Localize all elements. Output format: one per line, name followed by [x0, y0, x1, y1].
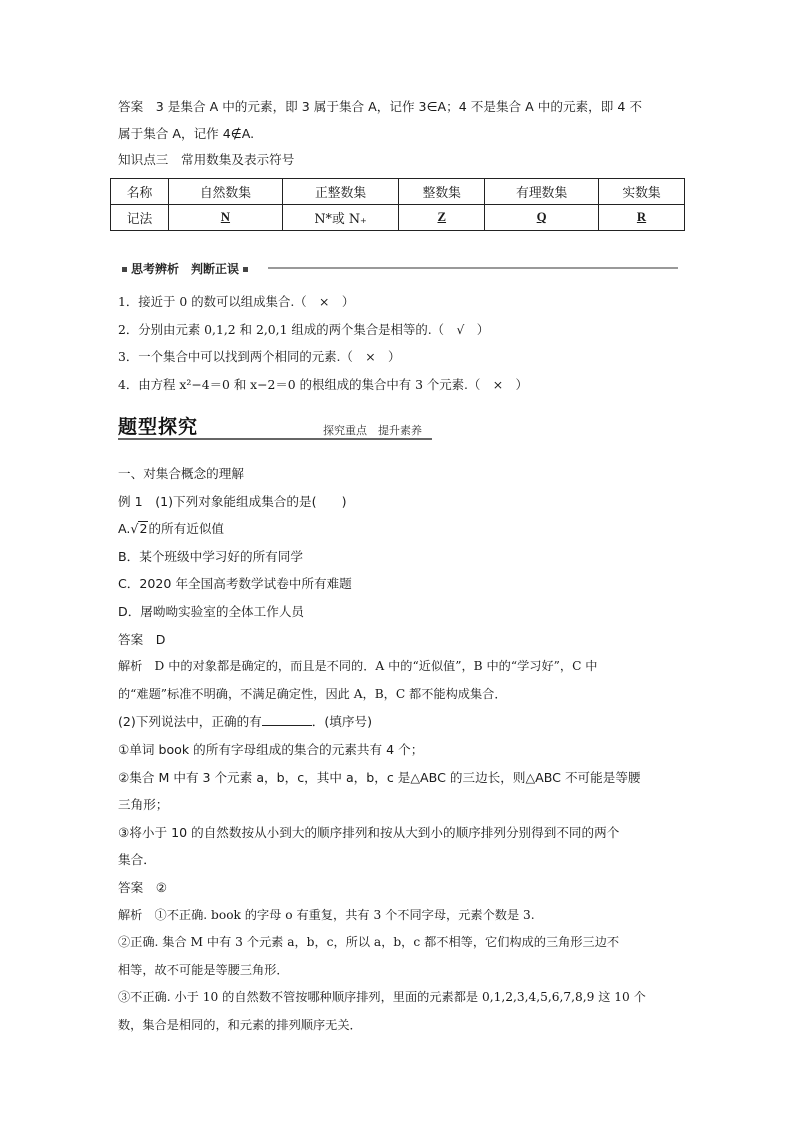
knowledge-point-3-title: 知识点三 常用数集及表示符号 — [118, 152, 295, 167]
statement-1: ①单词 book 的所有字母组成的集合的元素共有 4 个； — [118, 741, 424, 757]
table-header-cell: 正整数集 — [282, 179, 399, 205]
banner-tag: 探究重点 提升素养 — [323, 424, 422, 437]
table-header-cell: 实数集 — [599, 179, 685, 205]
analysis-line: ②正确. 集合 M 中有 3 个元素 a，b，c，所以 a，b，c 都不相等，它们构成的三角形三边不 — [118, 935, 620, 950]
analysis-line: 相等，故不可能是等腰三角形． — [118, 962, 289, 977]
symbol-real: R — [599, 205, 685, 231]
option-b: B．某个班级中学习好的所有同学 — [118, 548, 303, 564]
section-banner — [118, 412, 438, 442]
analysis-line: 解析 D 中的对象都是确定的，而且是不同的．A 中的“近似值”，B 中的“学习好”，C 中 — [118, 659, 598, 674]
think-section-divider — [118, 260, 678, 276]
analysis-line: 解析 ①不正确. book 的字母 o 有重复，共有 3 个不同字母，元素个数是 3. — [118, 907, 535, 922]
statement-2-cont: 三角形； — [118, 797, 169, 813]
statement-2: ②集合 M 中有 3 个元素 a，b，c，其中 a，b，c 是△ABC 的三边长，则△ABC 不可能是等腰 — [118, 769, 641, 785]
answer-line-2: 属于集合 A，记作 4∉A. — [118, 125, 255, 141]
symbol-positive-integer: N*或 N₊ — [282, 205, 399, 231]
banner-title: 题型探究 — [118, 416, 199, 438]
list-item: 2．分别由元素 0,1,2 和 2,0,1 组成的两个集合是相等的.（ √ ） — [118, 321, 490, 337]
example-stem: 例 1 (1)下列对象能组成集合的是( ) — [118, 493, 347, 509]
table-header-cell: 整数集 — [399, 179, 485, 205]
option-a: A.√2的所有近似值 — [118, 521, 225, 537]
table-row — [111, 205, 685, 231]
judge-list — [118, 288, 528, 398]
number-sets-table — [110, 178, 685, 231]
table-header-cell: 有理数集 — [485, 179, 599, 205]
question-2 — [118, 708, 683, 736]
analysis-line: 的“难题”标准不明确，不满足确定性，因此 A，B，C 都不能构成集合． — [118, 686, 507, 701]
symbol-natural: N — [169, 205, 283, 231]
answer-line-1: 答案 3 是集合 A 中的元素，即 3 属于集合 A，记作 3∈A；4 不是集合 A 中的元素，即 4 不 — [118, 99, 642, 114]
list-item: 4．由方程 x²−4＝0 和 x−2＝0 的根组成的集合中有 3 个元素.（ × ） — [118, 376, 528, 392]
option-c: C．2020 年全国高考数学试卷中所有难题 — [118, 576, 352, 592]
think-section-label: 思考辨析 判断正误 — [131, 262, 240, 276]
square-bullet-icon — [122, 267, 127, 272]
table-header-cell: 名称 — [111, 179, 169, 205]
answer-block — [118, 94, 678, 174]
answer-text: 答案 ② — [118, 879, 168, 895]
divider-rule — [268, 267, 678, 269]
symbol-rational: Q — [485, 205, 599, 231]
section-title: 一、对集合概念的理解 — [118, 466, 244, 481]
table-header-cell: 自然数集 — [169, 179, 283, 205]
question-2-text: (2)下列说法中，正确的有 — [118, 714, 262, 730]
option-d: D．屠呦呦实验室的全体工作人员 — [118, 603, 305, 619]
fill-blank — [262, 713, 312, 726]
statement-3: ③将小于 10 的自然数按从小到大的顺序排列和按从大到小的顺序排列分别得到不同的两个 — [118, 824, 620, 840]
think-section-title — [118, 260, 258, 277]
statement-3-cont: 集合． — [118, 852, 156, 868]
analysis-line: ③不正确. 小于 10 的自然数不管按哪种顺序排列，里面的元素都是 0,1,2,3,4,5,6,7,8,9 这 10 个 — [118, 990, 646, 1005]
list-item: 1．接近于 0 的数可以组成集合.（ × ） — [118, 294, 355, 309]
table-row — [111, 179, 685, 205]
list-item: 3．一个集合中可以找到两个相同的元素.（ × ） — [118, 349, 401, 364]
option-a-text: 的所有近似值 — [148, 521, 225, 537]
symbol-integer: Z — [399, 205, 485, 231]
square-bullet-icon — [243, 267, 248, 272]
sqrt-radicand: 2 — [139, 521, 148, 537]
answer-text: 答案 D — [118, 631, 166, 647]
option-a-prefix: A. — [118, 521, 131, 537]
table-row-label: 记法 — [111, 205, 169, 231]
example-block — [118, 460, 683, 1039]
question-2-suffix: ．(填序号) — [311, 714, 372, 730]
banner-underline — [118, 438, 432, 440]
analysis-line: 数，集合是相同的，和元素的排列顺序无关． — [118, 1017, 362, 1032]
